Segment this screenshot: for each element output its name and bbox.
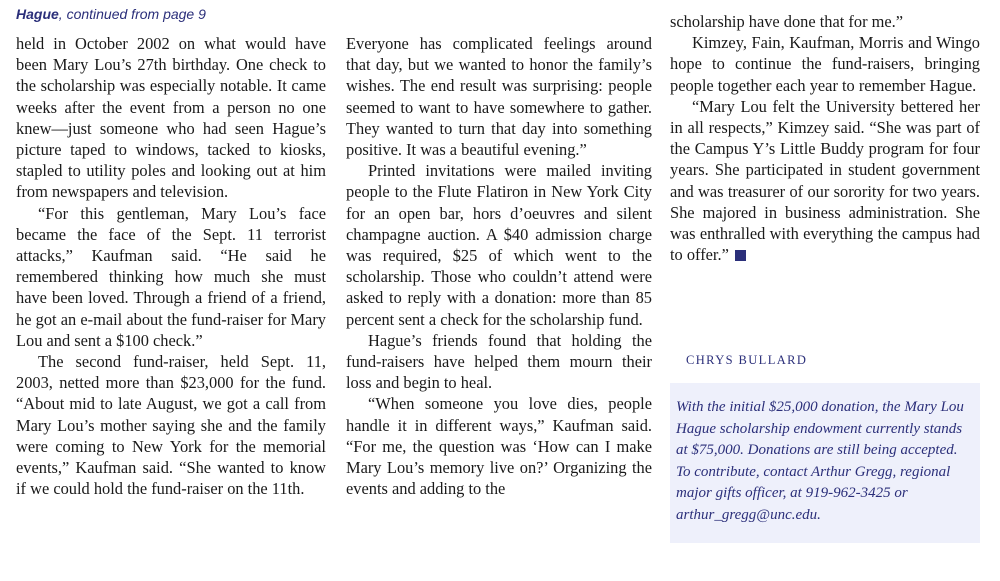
column1-paragraph-1: held in October 2002 on what would have been Mary Lou’s 27th birthday. One check to the scholarship was especially notable. It came weeks after the event from a person no one knew—just someone who had seen Hague’s picture taped to windows, tacked to kiosks, stapled to utility poles and looking out at him from newspapers and television. — [16, 34, 326, 202]
article-column-1 — [16, 33, 326, 499]
column2-paragraph-2: Printed invitations were mailed inviting people to the Flute Flatiron in New York City for an open bar, hors d’oeuvres and silent champagne auction. A $40 admission charge was required, $25 of which went to the scholarship. Those who couldn’t attend were asked to reply with a donation: more than 85 percent sent a check for the scholarship fund. — [346, 161, 652, 329]
article-column-2 — [346, 33, 652, 499]
continued-from-text: , continued from page 9 — [58, 6, 206, 22]
author-byline: CHRYS BULLARD — [686, 353, 808, 367]
column1-paragraph-2: “For this gentleman, Mary Lou’s face became the face of the Sept. 11 terrorist attacks,” Kaufman said. “He said he remembered thinking how much she must have been loved. Through a friend of a friend, he got an e-mail about the fund-raiser for Mary Lou and sent a $100 check.” — [16, 203, 326, 350]
column3-paragraph-1: scholarship have done that for me.” — [670, 12, 904, 31]
column3-paragraph-3 — [670, 96, 980, 266]
column3-paragraph-3-text: “Mary Lou felt the University bettered her in all respects,” Kimzey said. “She was part of the Campus Y’s Little Buddy program for four years. She participated in student government and was treasurer of our sorority for two years. She majored in business administration. She was enthralled with everything the campus had to offer.” — [670, 96, 980, 265]
column2-paragraph-3: Hague’s friends found that holding the fund-raisers have helped them mourn their loss and begin to heal. — [346, 330, 652, 393]
column3-paragraph-2: Kimzey, Fain, Kaufman, Morris and Wingo hope to continue the fund-raisers, bringing people together each year to remember Hague. — [670, 33, 980, 95]
article-column-3 — [670, 12, 980, 265]
continued-header — [16, 6, 206, 22]
end-square-icon — [735, 250, 746, 261]
donation-sidebar-text: With the initial $25,000 donation, the Mary Lou Hague scholarship endowment currently stands at $75,000. Donations are still being accepted. To contribute, contact Arthur Gregg, regional major gifts officer, at 919-962-3425 or arthur_gregg@unc.edu. — [676, 399, 964, 523]
column1-paragraph-3: The second fund-raiser, held Sept. 11, 2003, netted more than $23,000 for the fund. “About mid to late August, we got a call from Mary Lou’s mother saying she and the family were coming to New York for the memorial events,” Kaufman said. “She wanted to know if we could hold the fund-raiser on the 11th. — [16, 352, 326, 499]
continued-name: Hague — [16, 6, 59, 22]
column2-paragraph-4: “When someone you love dies, people handle it in different ways,” Kaufman said. “For me, the question was ‘How can I make Mary Lou’s memory live on?’ Organizing the events and adding to the — [346, 394, 652, 499]
donation-sidebar — [670, 383, 980, 543]
column2-paragraph-1: Everyone has complicated feelings around that day, but we wanted to honor the family’s wishes. The end result was surprising: people seemed to want to have somewhere to gather. They wanted to turn that day into something positive. It was a beautiful evening.” — [346, 34, 652, 160]
